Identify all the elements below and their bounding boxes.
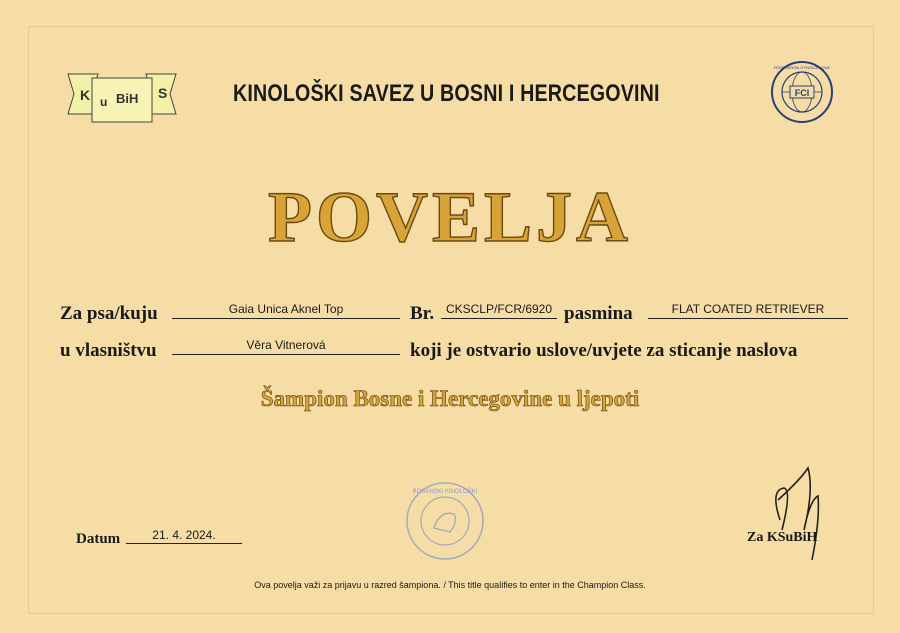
kubihs-logo (66, 70, 178, 128)
breed-value: FLAT COATED RETRIEVER (671, 302, 825, 316)
association-stamp (404, 480, 486, 562)
svg-text:S: S (158, 85, 168, 101)
champion-title: Šampion Bosne i Hercegovine u ljepoti (260, 386, 640, 411)
svg-text:BOSANSKI KINOLOŠKI: BOSANSKI KINOLOŠKI (412, 489, 478, 495)
breed-line (648, 318, 848, 319)
number-line (441, 318, 557, 319)
owner-line (172, 354, 400, 355)
svg-text:K: K (80, 87, 91, 103)
breed-label: pasmina (564, 303, 633, 324)
number-label: Br. (410, 303, 435, 324)
svg-text:FCI: FCI (794, 88, 810, 98)
date-label: Datum (76, 531, 121, 547)
svg-text:BiH: BiH (116, 91, 139, 106)
owner-value: Věra Vitnerová (246, 338, 326, 352)
number-value: CKSCLP/FCR/6920 (445, 302, 553, 316)
svg-text:u: u (100, 95, 108, 109)
fci-seal (770, 60, 834, 124)
date-line (126, 543, 242, 544)
document-title: POVELJA (267, 177, 633, 257)
date-value: 21. 4. 2024. (152, 528, 216, 542)
footer-note: Ova povelja važi za prijavu u razred šampiona. / This title qualifies to enter in the Champion Class. (254, 580, 646, 590)
dog-name-value: Gaia Unica Aknel Top (228, 302, 344, 316)
owner-label: u vlasništvu (60, 340, 157, 361)
association-name: KINOLOŠKI SAVEZ U BOSNI I HERCEGOVINI (233, 80, 660, 107)
dog-name-line (172, 318, 400, 319)
signature-label: Za KSuBiH (747, 530, 818, 545)
svg-text:FEDERATION CYNOLOGIQUE: FEDERATION CYNOLOGIQUE (773, 65, 831, 70)
dog-label: Za psa/kuju (60, 303, 158, 324)
conditions-text: koji je ostvario uslove/uvjete za sticanje naslova (410, 340, 798, 361)
